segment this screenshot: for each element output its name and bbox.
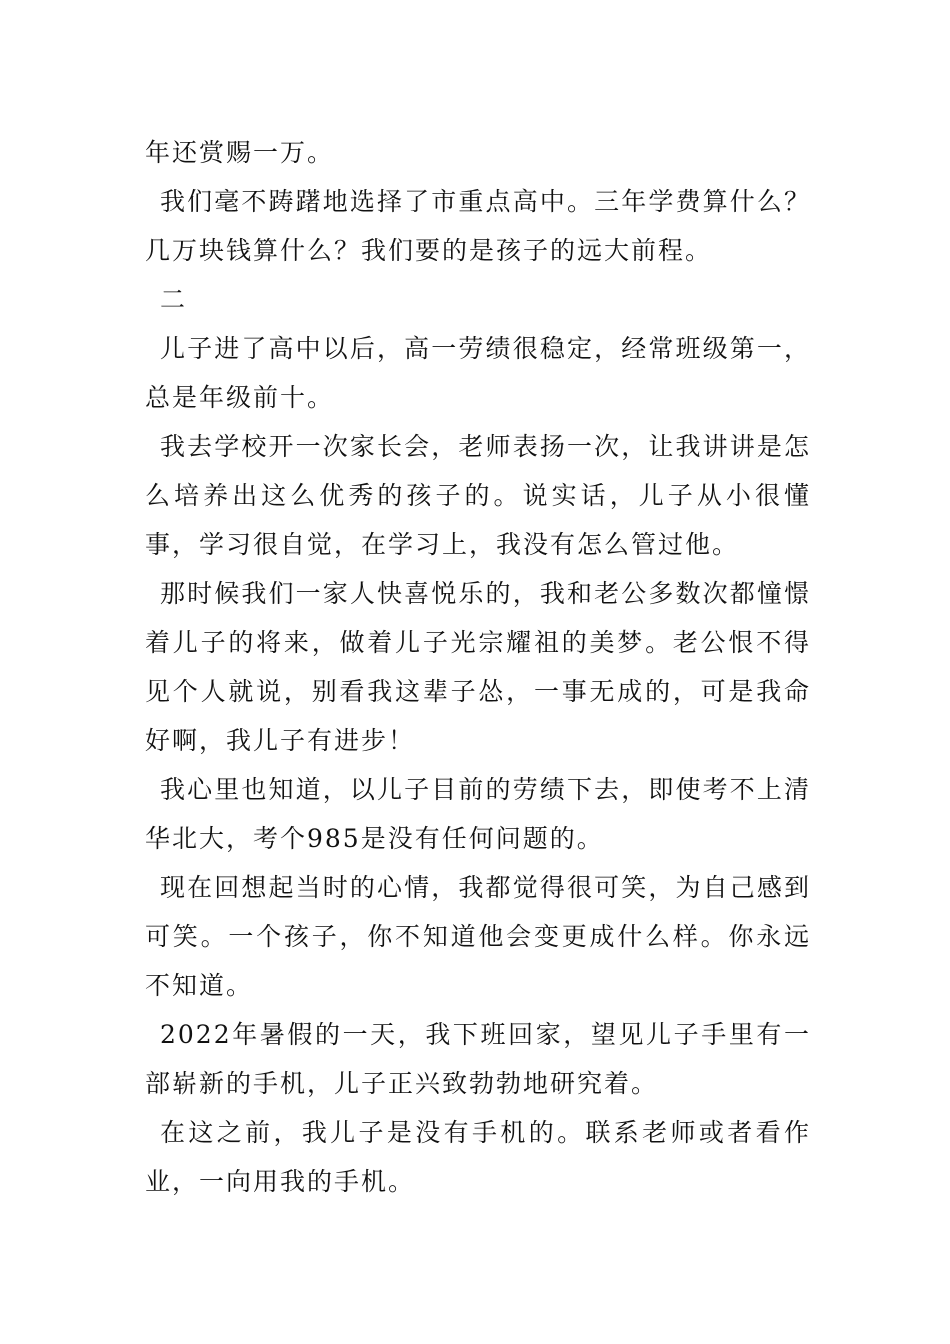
paragraph: 现在回想起当时的心情，我都觉得很可笑，为自己感到可笑。一个孩子，你不知道他会变更成什么样。你永远不知道。 [145,873,811,1000]
paragraph: 我心里也知道，以儿子目前的劳绩下去，即使考不上清华北大，考个985是没有任何问题的。 [145,775,811,853]
paragraph: 在这之前，我儿子是没有手机的。联系老师或者看作业，一向用我的手机。 [145,1118,811,1196]
document-body [145,128,811,1206]
paragraph: 我去学校开一次家长会，老师表扬一次，让我讲讲是怎么培养出这么优秀的孩子的。说实话，儿子从小很懂事，学习很自觉，在学习上，我没有怎么管过他。 [145,432,811,559]
paragraph: 儿子进了高中以后，高一劳绩很稳定，经常班级第一，总是年级前十。 [145,334,811,412]
paragraph-continuation: 年还赏赐一万。 [145,138,335,167]
paragraph: 我们毫不踌躇地选择了市重点高中。三年学费算什么？几万块钱算什么？我们要的是孩子的远大前程。 [145,187,811,265]
paragraph: 那时候我们一家人快喜悦乐的，我和老公多数次都憧憬着儿子的将来，做着儿子光宗耀祖的美梦。老公恨不得见个人就说，别看我这辈子怂，一事无成的，可是我命好啊，我儿子有进步！ [145,579,811,755]
section-heading: 二 [160,285,188,314]
paragraph: 2022年暑假的一天，我下班回家，望见儿子手里有一部崭新的手机，儿子正兴致勃勃地研究着。 [145,1020,811,1098]
